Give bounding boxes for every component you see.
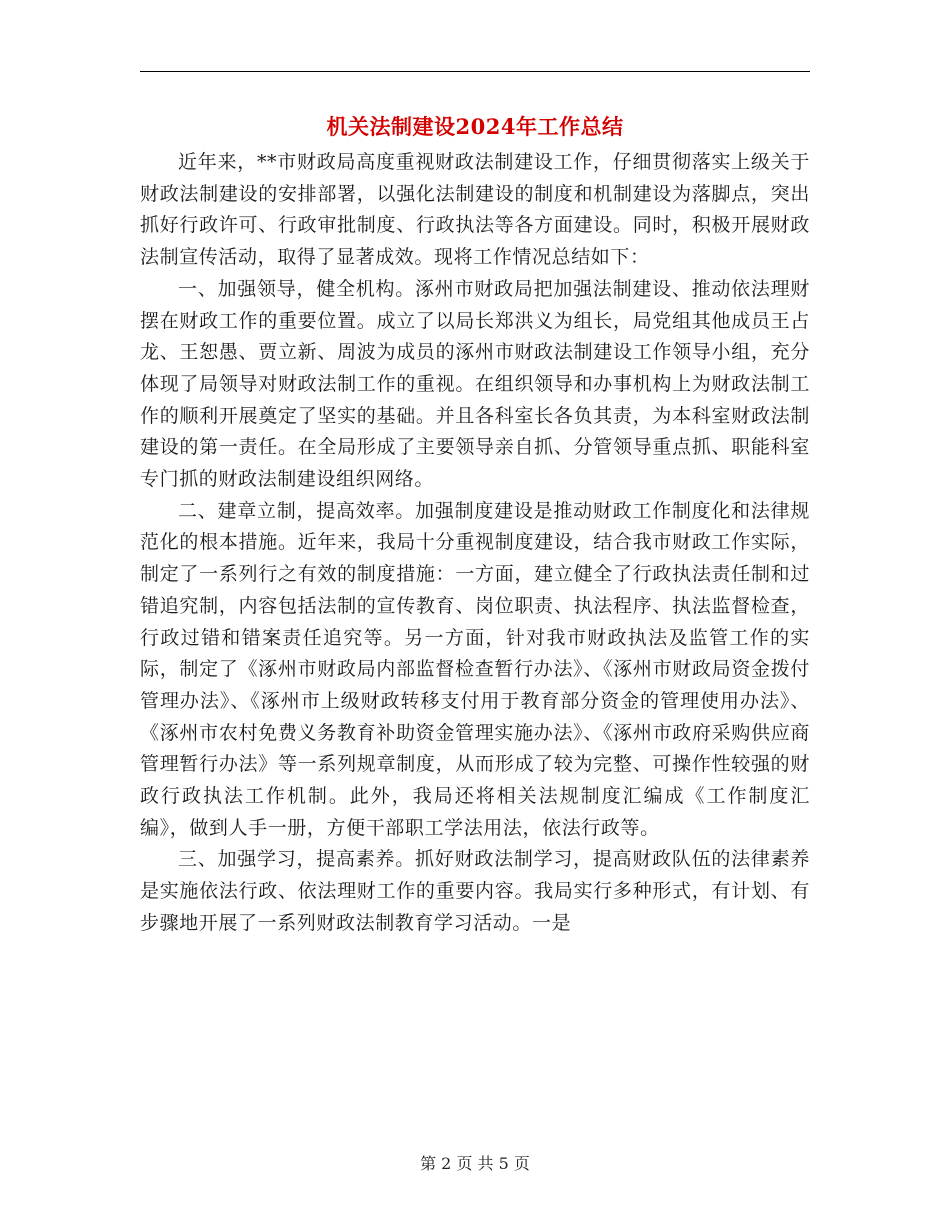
header-rule (140, 71, 810, 72)
section-2-paragraph: 二、建章立制，提高效率。加强制度建设是推动财政工作制度化和法律规范化的根本措施。近年来，我局十分重视制度建设，结合我市财政工作实际，制定了一系列行之有效的制度措施：一方面，建立健全了行政执法责任制和过错追究制，内容包括法制的宣传教育、岗位职责、执法程序、执法监督检查，行政过错和错案责任追究等。另一方面，针对我市财政执法及监管工作的实际，制定了《涿州市财政局内部监督检查暂行办法》、《涿州市财政局资金拨付管理办法》、《涿州市上级财政转移支付用于教育部分资金的管理使用办法》、《涿州市农村免费义务教育补助资金管理实施办法》、《涿州市政府采购供应商管理暂行办法》等一系列规章制度，从而形成了较为完整、可操作性较强的财政行政执法工作机制。此外，我局还将相关法规制度汇编成《工作制度汇编》，做到人手一册，方便干部职工学法用法，依法行政等。 (140, 499, 810, 839)
section-1-paragraph: 一、加强领导，健全机构。涿州市财政局把加强法制建设、推动依法理财摆在财政工作的重要位置。成立了以局长郑洪义为组长，局党组其他成员王占龙、王恕愚、贾立新、周波为成员的涿州市财政法制建设工作领导小组，充分体现了局领导对财政法制工作的重视。在组织领导和办事机构上为财政法制工作的顺利开展奠定了坚实的基础。并且各科室长各负其责，为本科室财政法制建设的第一责任。在全局形成了主要领导亲自抓、分管领导重点抓、职能科室专门抓的财政法制建设组织网络。 (140, 277, 810, 491)
page-number: 第 2 页 共 5 页 (420, 1154, 530, 1173)
section-3-paragraph: 三、加强学习，提高素养。抓好财政法制学习，提高财政队伍的法律素养是实施依法行政、依法理财工作的重要内容。我局实行多种形式，有计划、有步骤地开展了一系列财政法制教育学习活动。一是 (140, 848, 810, 934)
document-body (140, 147, 810, 940)
intro-paragraph: 近年来，**市财政局高度重视财政法制建设工作，仔细贯彻落实上级关于财政法制建设的安排部署，以强化法制建设的制度和机制建设为落脚点，突出抓好行政许可、行政审批制度、行政执法等各方面建设。同时，积极开展财政法制宣传活动，取得了显著成效。现将工作情况总结如下： (140, 151, 810, 269)
document-title: 机关法制建设2024年工作总结 (326, 114, 624, 139)
